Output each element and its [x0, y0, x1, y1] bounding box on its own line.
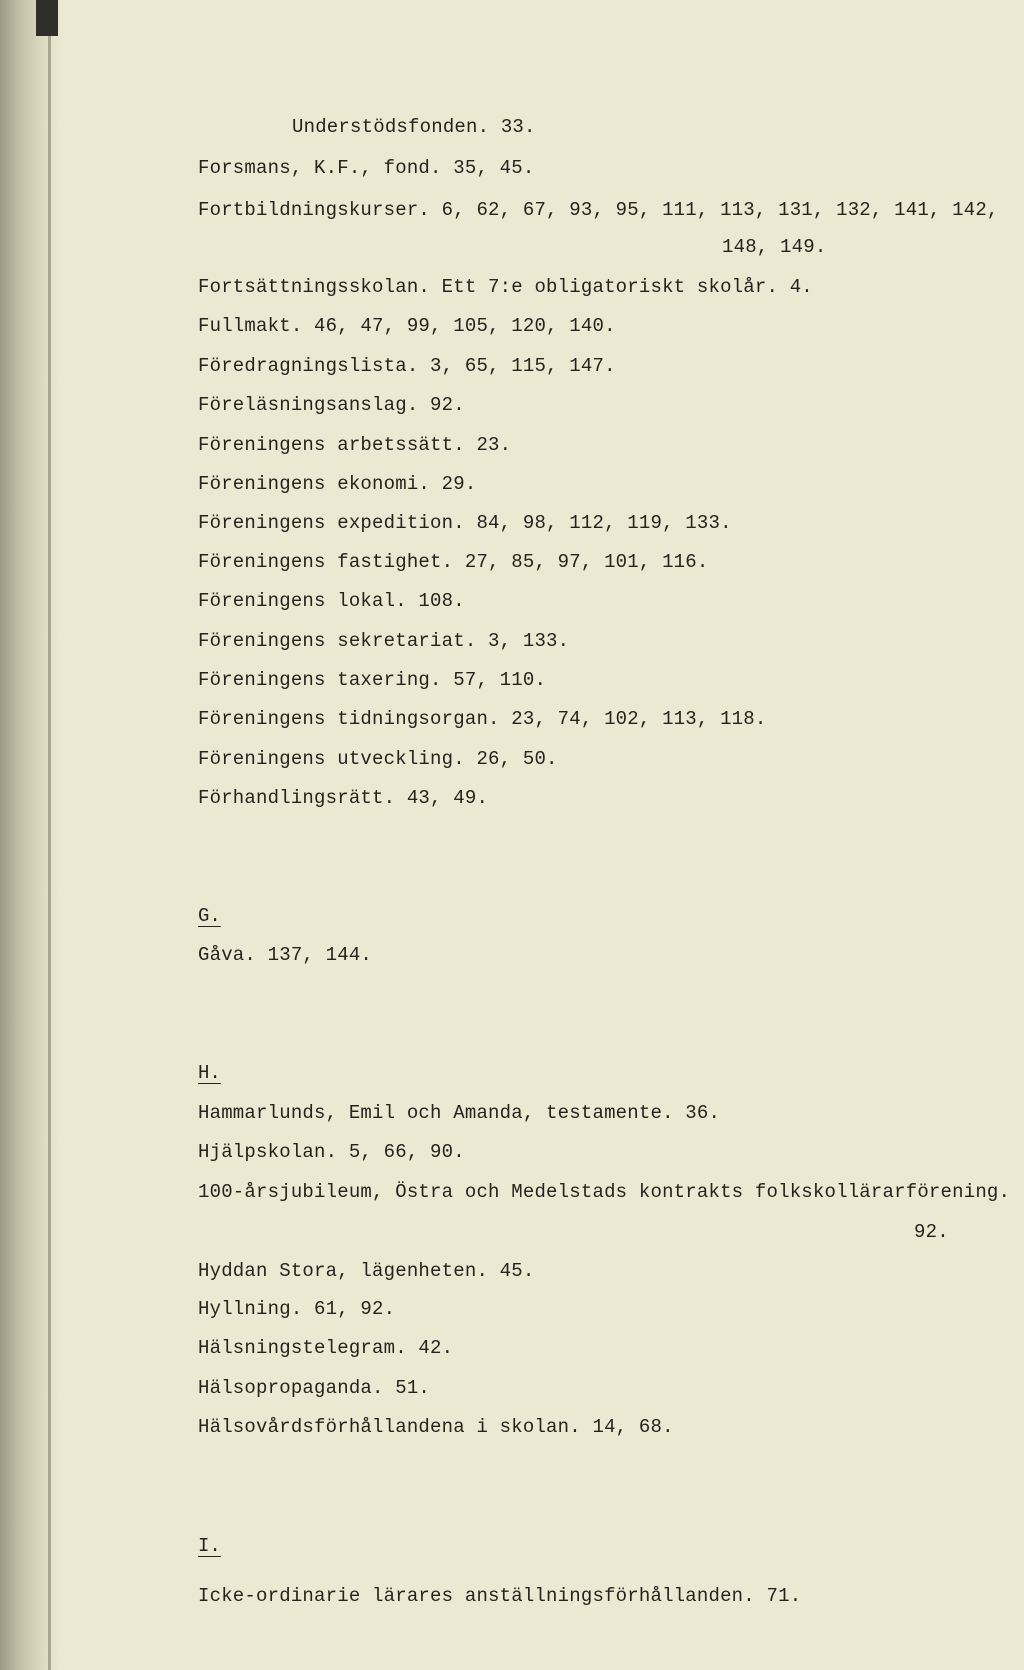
index-entry: Föreningens tidningsorgan. 23, 74, 102, 113, 118. — [198, 708, 767, 730]
index-entry: Icke-ordinarie lärares anställningsförhållanden. 71. — [198, 1585, 802, 1607]
index-entry-continuation: 148, 149. — [722, 236, 827, 258]
binding-edge — [48, 0, 51, 1670]
index-entry: Hjälpskolan. 5, 66, 90. — [198, 1141, 465, 1163]
index-entry: Gåva. 137, 144. — [198, 944, 373, 966]
index-entry: Förhandlingsrätt. 43, 49. — [198, 787, 489, 809]
index-entry: Fortbildningskurser. 6, 62, 67, 93, 95, 111, 113, 131, 132, 141, 142, — [198, 199, 999, 221]
index-entry: Hammarlunds, Emil och Amanda, testamente. 36. — [198, 1102, 721, 1124]
index-entry: Hyllning. 61, 92. — [198, 1298, 396, 1320]
index-entry: Fullmakt. 46, 47, 99, 105, 120, 140. — [198, 315, 616, 337]
index-entry: Fortsättningsskolan. Ett 7:e obligatoriskt skolår. 4. — [198, 276, 813, 298]
index-entry: Understödsfonden. 33. — [292, 116, 536, 138]
index-entry: Föredragningslista. 3, 65, 115, 147. — [198, 355, 616, 377]
index-entry: Forsmans, K.F., fond. 35, 45. — [198, 157, 535, 179]
index-entry: Föreningens fastighet. 27, 85, 97, 101, 116. — [198, 551, 709, 573]
index-entry-continuation: 92. — [914, 1221, 949, 1243]
index-entry: Föreningens expedition. 84, 98, 112, 119, 133. — [198, 512, 732, 534]
index-entry: Föreläsningsanslag. 92. — [198, 394, 465, 416]
index-entry: Föreningens taxering. 57, 110. — [198, 669, 547, 691]
section-letter-h: H. — [198, 1062, 221, 1084]
index-entry: Föreningens utveckling. 26, 50. — [198, 748, 558, 770]
index-entry: Föreningens lokal. 108. — [198, 590, 465, 612]
index-entry: Föreningens arbetssätt. 23. — [198, 434, 512, 456]
index-entry: 100-årsjubileum, Östra och Medelstads kontrakts folkskollärarförening. — [198, 1181, 1011, 1203]
index-entry: Föreningens ekonomi. 29. — [198, 473, 477, 495]
section-letter-g: G. — [198, 905, 221, 927]
binding-corner-mark — [36, 0, 58, 36]
index-entry: Hälsopropaganda. 51. — [198, 1377, 431, 1399]
index-entry: Föreningens sekretariat. 3, 133. — [198, 630, 570, 652]
index-entry: Hälsningstelegram. 42. — [198, 1337, 454, 1359]
section-letter-i: I. — [198, 1535, 221, 1557]
index-entry: Hyddan Stora, lägenheten. 45. — [198, 1260, 535, 1282]
index-entry: Hälsovårdsförhållandena i skolan. 14, 68. — [198, 1416, 674, 1438]
binding-shadow — [0, 0, 62, 1670]
